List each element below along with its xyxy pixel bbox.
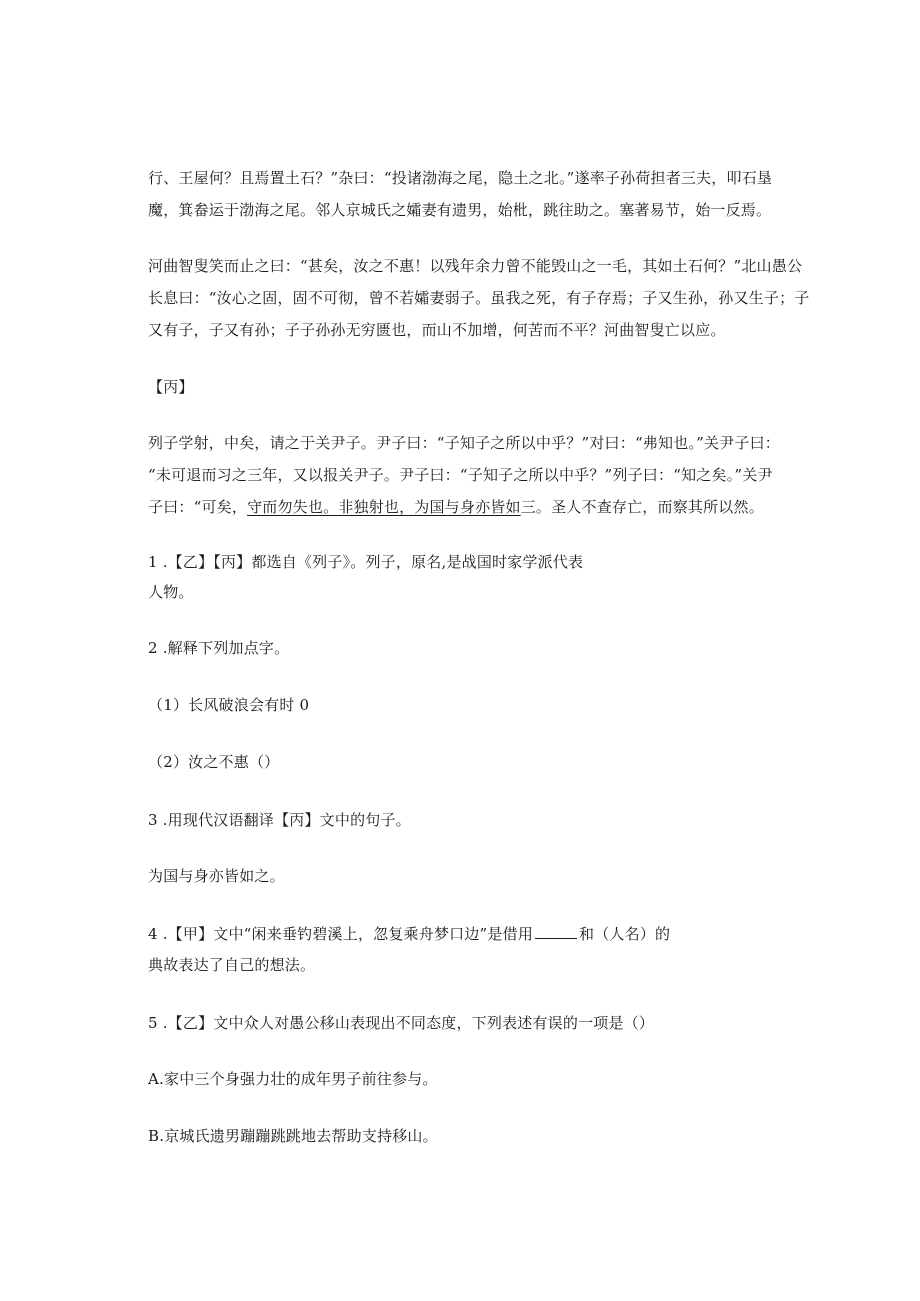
passage-line: 列子学射，中矣，请之于关尹子。尹子曰：“子知子之所以中乎？”对曰：“弗知也。”关尹子曰： (148, 434, 780, 452)
question-2-item-1: （1）长风破浪会有时 0 (148, 696, 310, 714)
option-b: B.京城氏遗男蹦蹦跳跳地去帮助支持移山。 (148, 1127, 438, 1145)
question-4-continued: 典故表达了自己的想法。 (148, 956, 316, 974)
section-heading-bing: 【丙】 (148, 378, 194, 396)
question-2-item-2: （2）汝之不惠（） (148, 753, 280, 771)
question-4 (148, 924, 670, 944)
question-1: 1 .【乙】【丙】都选自《列子》。列子，原名,是战国时家学派代表 (148, 553, 584, 571)
passage-line: 魔，箕畚运于渤海之尾。邻人京城氏之孀妻有遗男，始枇，跳往助之。塞著易节，始一反焉。 (148, 201, 772, 219)
question-5: 5 .【乙】文中众人对愚公移山表现出不同态度，下列表述有误的一项是（） (148, 1014, 655, 1032)
passage-text: 子曰：“可矣， (148, 498, 248, 516)
passage-line: 行、王屋何？且焉置土石？”杂曰：“投诸渤海之尾，隐土之北。”遂率子孙荷担者三夫，叩石垦 (148, 169, 773, 187)
passage-line: 又有子，子又有孙；子子孙孙无穷匮也，而山不加增，何苦而不平？河曲智叟亡以应。 (148, 321, 726, 339)
passage-line: 河曲智叟笑而止之曰：“甚矣，汝之不惠！以残年余力曾不能毁山之一毛，其如土石何？”北山愚公 (148, 257, 803, 275)
answer-blank[interactable] (535, 924, 577, 939)
question-4-text: 4 .【甲】文中“闲来垂钓碧溪上，忽复乘舟梦口边”是借用 (148, 925, 534, 943)
question-3-sentence: 为国与身亦皆如之。 (148, 867, 285, 885)
question-3: 3 .用现代汉语翻译【丙】文中的句子。 (148, 811, 411, 829)
passage-line: “未可退而习之三年，又以报关尹子。尹子曰：“子知子之所以中乎？”列子曰：“知之矣。”关尹 (148, 466, 773, 484)
question-4-text: 和（人名）的 (579, 925, 671, 943)
passage-line: 长息曰：“汝心之固，固不可彻，曾不若孀妻弱子。虽我之死，有子存焉；子又生孙，孙又生子；子 (148, 289, 810, 307)
underlined-sentence: 守而勿失也。非独射也，为国与身亦皆如 (247, 498, 521, 516)
question-2: 2 .解释下列加点字。 (148, 639, 290, 657)
passage-line (148, 497, 764, 517)
option-a: A.家中三个身强力壮的成年男子前往参与。 (148, 1070, 438, 1088)
passage-text: 三。圣人不查存亡，而察其所以然。 (520, 498, 764, 516)
question-1-continued: 人物。 (148, 583, 194, 601)
